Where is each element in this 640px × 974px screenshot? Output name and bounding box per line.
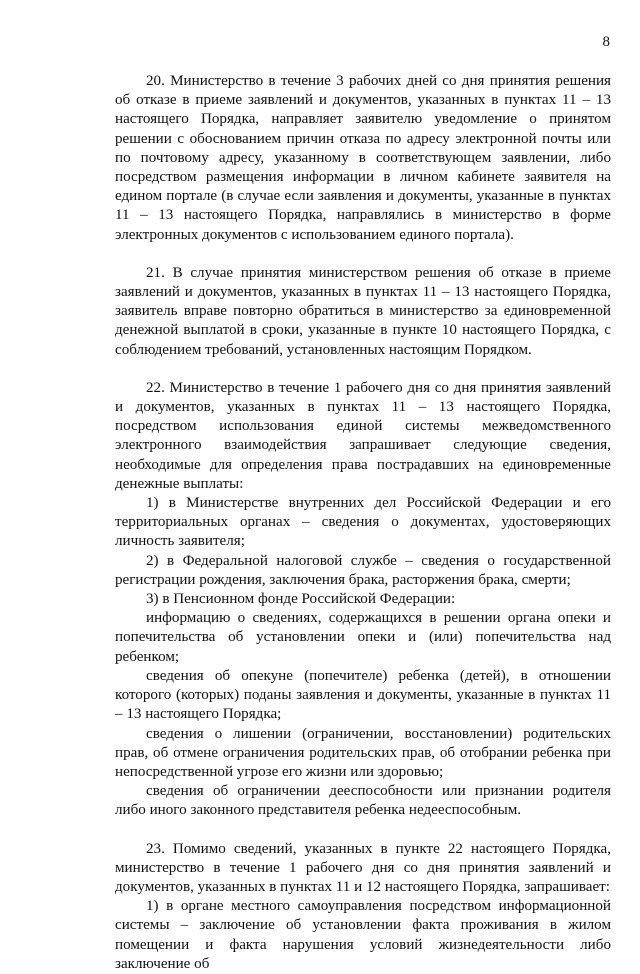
paragraph-22: 22. Министерство в течение 1 рабочего дня со дня принятия заявлений и документов, указанных в пунктах 11 – 13 настоящего Порядка, посредством использования единой системы межведомственного электронного взаимодействия запрашивает следующие сведения, необходимые для определения права пострадавших на единовременные денежные выплаты: [115, 379, 611, 492]
paragraph-22-item-2: 2) в Федеральной налоговой службе – сведения о государственной регистрации рождения, заключения брака, расторжения брака, смерти; [115, 552, 611, 588]
page-number: 8 [602, 34, 610, 50]
paragraph-21: 21. В случае принятия министерством решения об отказе в приеме заявлений и документов, указанных в пунктах 11 – 13 настоящего Порядка, заявитель вправе повторно обратиться в министерство за единовременной денежной выплатой в сроки, указанные в пункте 10 настоящего Порядка, с соблюдением требований, установленных настоящим Порядком. [115, 264, 611, 358]
paragraph-22-item-3: 3) в Пенсионном фонде Российской Федерации: [146, 591, 456, 608]
paragraph-23-item-1: 1) в органе местного самоуправления посредством информационной системы – заключение об установлении факта проживания в жилом помещении и факта нарушения условий жизнедеятельности либо заключение об [115, 898, 611, 972]
paragraph-22-item-1: 1) в Министерстве внутренних дел Российской Федерации и его территориальных органах – сведения о документах, удостоверяющих личность заявителя; [115, 495, 611, 550]
paragraph-22-item-3-sub-3: сведения о лишении (ограничении, восстановлении) родительских прав, об отмене ограничения родительских прав, об отобрании ребенка при непосредственной угрозе его жизни или здоровью; [115, 725, 611, 780]
paragraph-22-item-3-sub-2: сведения об опекуне (попечителе) ребенка (детей), в отношении которого (которых) поданы заявления и документы, указанные в пунктах 11 – 13 настоящего Порядка; [115, 667, 611, 723]
document-body [115, 72, 611, 974]
paragraph-22-item-3-sub-4: сведения об ограничении дееспособности или признании родителя либо иного законного представителя ребенка недееспособным. [115, 783, 611, 819]
paragraph-20: 20. Министерство в течение 3 рабочих дней со дня принятия решения об отказе в приеме заявлений и документов, указанных в пунктах 11 – 13 настоящего Порядка, направляет заявителю уведомление о принятом решении с обоснованием причин отказа по адресу электронной почты или по почтовому адресу, указанному в соответствующем заявлении, либо посредством размещения информации в личном кабинете заявителя на едином портале (в случае если заявления и документы, указанные в пунктах 11 – 13 настоящего Порядка, направлялись в министерство в форме электронных документов с использованием единого портала). [115, 73, 611, 243]
paragraph-23: 23. Помимо сведений, указанных в пункте 22 настоящего Порядка, министерство в течение 1 рабочего дня со дня принятия заявлений и документов, указанных в пунктах 11 и 12 настоящего Порядка, запрашивает: [115, 840, 611, 895]
paragraph-22-item-3-sub-1: информацию о сведениях, содержащихся в решении органа опеки и попечительства об установлении опеки и (или) попечительства над ребенком; [115, 610, 611, 665]
